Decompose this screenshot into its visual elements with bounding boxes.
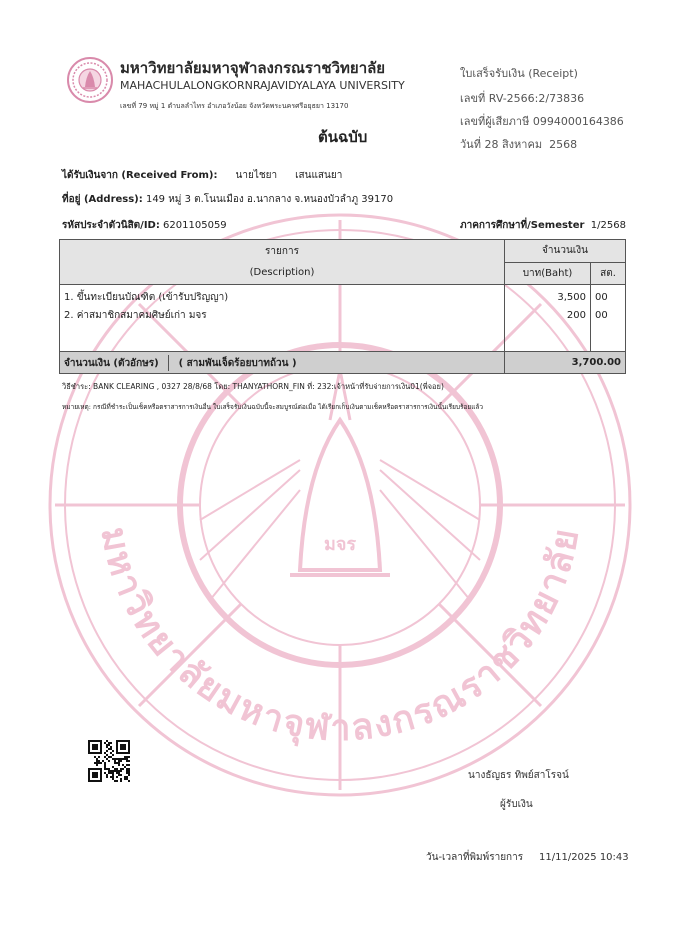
svg-text:มหาวิทยาลัยมหาจุฬาลงกรณราชวิทย [93, 524, 588, 749]
receipt-date-day: 28 [484, 138, 499, 151]
watermark-arc-text: มหาวิทยาลัยมหาจุฬาลงกรณราชวิทยาลัย [92, 524, 588, 750]
items-table [59, 239, 626, 374]
payer-first-name: นายไชยา [235, 170, 278, 181]
watermark-center-text: มจร [323, 534, 357, 555]
receipt-title: ใบเสร็จรับเงิน (Receipt) [460, 67, 578, 80]
receipt-number-value: RV-2566:2/73836 [488, 92, 585, 105]
receipt-date-label: วันที่ [460, 138, 481, 151]
description-header-english: (Description) [249, 267, 315, 278]
semester-label: ภาคการศึกษาที่/Semester [460, 220, 585, 231]
payer-address: 149 หมู่ 3 ต.โนนเมือง อ.นากลาง จ.หนองบัวลำภู 39170 [145, 194, 394, 205]
payer-address-line [62, 192, 393, 207]
university-seal-icon [66, 56, 114, 104]
table-body-row [60, 285, 626, 352]
student-id-line [62, 218, 227, 233]
receipt-date-month: สิงหาคม [501, 138, 543, 151]
signer-role: ผู้รับเงิน [500, 799, 533, 810]
address-label: ที่อยู่ (Address): [62, 194, 143, 205]
semester-value: 1/2568 [590, 220, 626, 231]
tax-id [460, 112, 624, 130]
description-header [60, 240, 505, 285]
list-item: 2. ค่าสมาชิกสมาคมศิษย์เก่า มจร [64, 310, 207, 321]
printed-label: วัน-เวลาที่พิมพ์รายการ [426, 852, 524, 863]
semester-line [460, 218, 626, 233]
receipt-date-year: 2568 [549, 138, 578, 151]
signer-name: นางธัญธร ทิพย์สาโรจน์ [468, 770, 569, 781]
receipt-number-label: เลขที่ [460, 92, 486, 105]
receipt-number [460, 89, 584, 107]
payment-note: หมายเหตุ: กรณีที่ชำระเป็นเช็คหรือตราสารการเงินอื่น ใบเสร็จรับเงินฉบับนี้จะสมบูรณ์ต่อเมื่อ ได้เรียกเก็บเงินตามเช็คหรือตราสารการเงินนั้นเรียบร้อยแล้ว [62, 403, 484, 411]
total-words: ( สามพันเจ็ดร้อยบาทถ้วน ) [178, 357, 297, 369]
total-label: จำนวนเงิน (ตัวอักษร) [64, 357, 159, 369]
tax-id-label: เลขที่ผู้เสียภาษี [460, 115, 530, 128]
total-amount: 3,700.00 [505, 352, 626, 374]
table-total-row [60, 352, 626, 374]
university-name-thai: มหาวิทยาลัยมหาจุฬาลงกรณราชวิทยาลัย [120, 59, 386, 77]
item-baht: 200 [566, 310, 586, 321]
printed-value: 11/11/2025 10:43 [539, 852, 629, 863]
total-in-words [60, 352, 505, 374]
student-id-label: รหัสประจำตัวนิสิต/ID: [62, 220, 160, 231]
satang-header: สต. [591, 262, 626, 285]
item-baht-column [505, 285, 591, 352]
payer-last-name: เสนแสนยา [295, 170, 343, 181]
item-satang: 00 [595, 310, 608, 321]
payment-method: วิธีชำระ: BANK CLEARING , 0327 28/8/68 โดย: THANYATHORN_FIN ที่: 232:เจ้าหน้าที่รับจ่ายการเงิน01(พี่จอย) [62, 382, 444, 391]
description-header-thai: รายการ [265, 246, 299, 257]
item-satang-column [591, 285, 626, 352]
list-item: 1. ขึ้นทะเบียนบัณฑิต (เข้ารับปริญญา) [64, 292, 229, 303]
tax-id-value: 0994000164386 [532, 115, 624, 128]
amount-header: จำนวนเงิน [505, 240, 626, 263]
qr-code-icon [88, 740, 130, 782]
student-id-value: 6201105059 [163, 220, 227, 231]
received-from [62, 168, 342, 183]
received-from-label: ได้รับเงินจาก (Received From): [62, 170, 218, 181]
table-header-row [60, 240, 626, 263]
item-satang: 00 [595, 292, 608, 303]
item-baht: 3,500 [557, 292, 586, 303]
original-copy-label: ต้นฉบับ [318, 128, 368, 146]
university-address: เลขที่ 79 หมู่ 1 ตำบลลำไทร อำเภอวังน้อย จังหวัดพระนครศรีอยุธยา 13170 [120, 102, 349, 110]
university-name-english: MAHACHULALONGKORNRAJAVIDYALAYA UNIVERSITY [120, 79, 405, 92]
item-descriptions [60, 285, 505, 352]
printed-timestamp [426, 850, 629, 865]
baht-header: บาท(Baht) [505, 262, 591, 285]
receipt-date [460, 135, 577, 153]
